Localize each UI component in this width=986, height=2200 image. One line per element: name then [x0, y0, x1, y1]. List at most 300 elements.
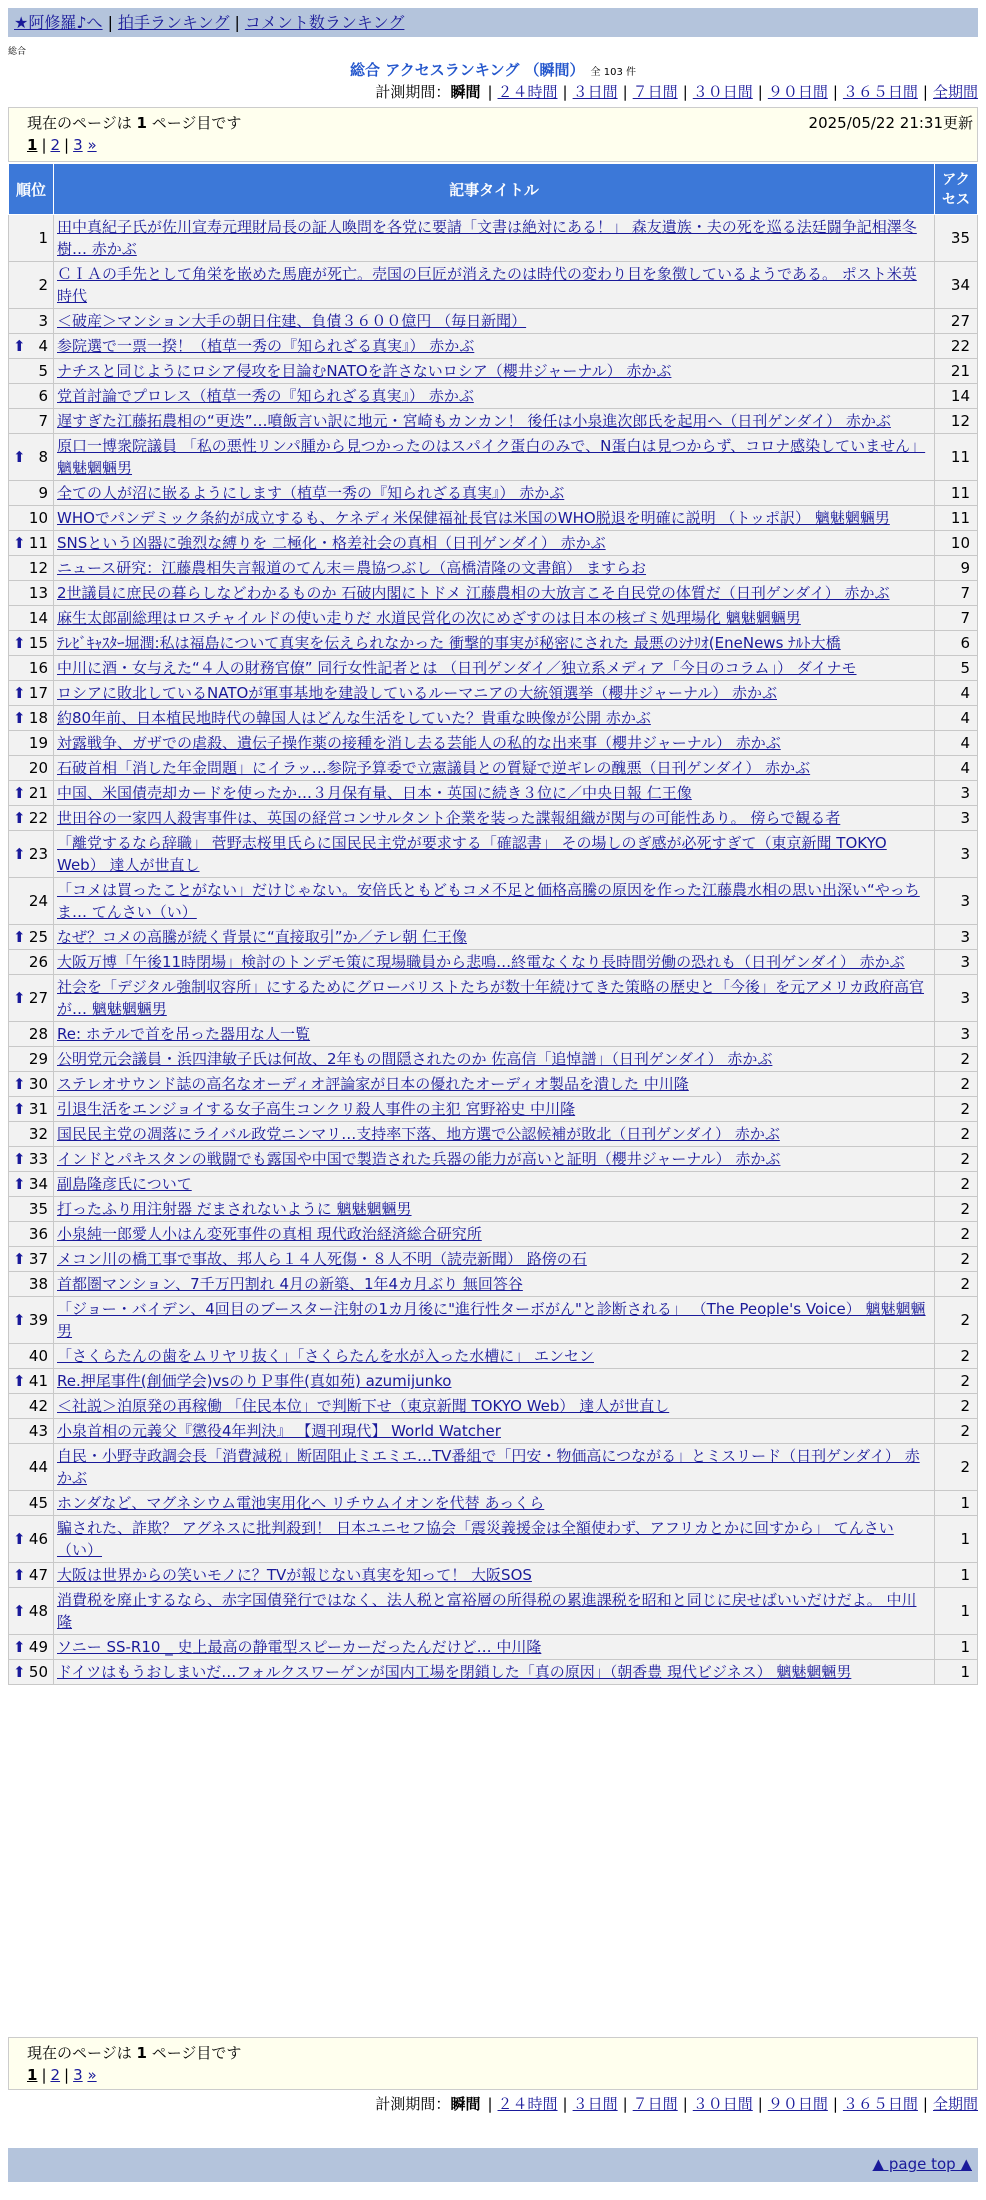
rank-cell — [9, 756, 54, 781]
current-page-pre: 現在のページは — [27, 2044, 132, 2062]
title-cell — [54, 731, 935, 756]
period-selector-bottom — [375, 2094, 978, 2114]
table-row — [9, 1022, 978, 1047]
article-title-link[interactable]: 党首討論でプロレス（植草一秀の『知られざる真実』） 赤かぶ — [57, 387, 474, 405]
article-title-link[interactable]: 2世議員に庶民の暮らしなどわかるものか 石破内閣にトドメ 江藤農相の大放言こそ自民党の体質だ（日刊ゲンダイ） 赤かぶ — [57, 584, 890, 602]
rank-up-arrow-icon: ⬆ — [13, 1372, 26, 1390]
access-count: 1 — [935, 1491, 978, 1516]
article-title-link[interactable]: インドとパキスタンの戦闘でも露国や中国で製造された兵器の能力が高いと証明（櫻井ジャーナル） 赤かぶ — [57, 1150, 781, 1168]
rank-number: 3 — [38, 312, 48, 330]
article-title-link[interactable]: SNSという凶器に強烈な縛りを 二極化・格差社会の真相（日刊ゲンダイ） 赤かぶ — [57, 534, 606, 552]
rank-number: 23 — [28, 845, 48, 863]
access-count: 2 — [935, 1197, 978, 1222]
access-count: 2 — [935, 1222, 978, 1247]
table-row — [9, 756, 978, 781]
rank-number: 16 — [28, 659, 48, 677]
article-title-link[interactable]: 世田谷の一家四人殺害事件は、英国の経営コンサルタント企業を装った諜報組織が関与の可能性あり。 傍らで観る者 — [57, 809, 841, 827]
period-link[interactable]: ３日間 — [572, 2095, 618, 2113]
table-header-row — [9, 164, 978, 215]
current-page-pre: 現在のページは — [27, 114, 132, 132]
rank-cell — [9, 581, 54, 606]
rank-cell — [9, 556, 54, 581]
period-link[interactable]: 全期間 — [932, 83, 978, 101]
access-count: 1 — [935, 1563, 978, 1588]
title-cell — [54, 581, 935, 606]
rank-cell — [9, 1444, 54, 1491]
access-count: 4 — [935, 681, 978, 706]
rank-number: 8 — [38, 448, 48, 466]
article-title-link[interactable]: 騙された、詐欺？ アグネスに批判殺到！ 日本ユニセフ協会「震災義援金は全額使わず、アフリカとかに回すから」 てんさい（い） — [57, 1519, 894, 1559]
access-count: 2 — [935, 1097, 978, 1122]
table-row — [9, 1394, 978, 1419]
rank-number: 21 — [28, 784, 48, 802]
article-title-link[interactable]: 打ったふり用注射器 だまされないように 魑魅魍魎男 — [57, 1200, 412, 1218]
rank-cell — [9, 1222, 54, 1247]
article-title-link[interactable]: 原口一博衆院議員 「私の悪性リンパ腫から見つかったのはスパイク蛋白のみで、N蛋白は見つからず、コロナ感染していません」 魑魅魍魎男 — [57, 437, 926, 477]
article-title-link[interactable]: ソニー SS-R10 _ 史上最高の静電型スピーカーだったんだけど… 中川隆 — [57, 1638, 542, 1656]
access-count: 1 — [935, 1635, 978, 1660]
article-title-link[interactable]: 参院選で一票一揆！（植草一秀の『知られざる真実』） 赤かぶ — [57, 337, 475, 355]
access-count: 21 — [935, 359, 978, 384]
access-count: 3 — [935, 925, 978, 950]
ranking-rows — [9, 215, 978, 1685]
table-row — [9, 656, 978, 681]
top-nav-bar — [8, 8, 978, 37]
article-title-link[interactable]: メコン川の橋工事で事故、邦人ら１４人死傷・８人不明（読売新聞） 路傍の石 — [57, 1250, 587, 1268]
article-title-link[interactable]: 「離党するなら辞職」 菅野志桜里氏らに国民民主党が要求する「確認書」 その場しのぎ感が必死すぎて（東京新聞 TOKYO Web） 達人が世直し — [57, 834, 887, 874]
access-count: 11 — [935, 481, 978, 506]
page-link[interactable]: 2 — [50, 2066, 61, 2084]
title-cell — [54, 262, 935, 309]
rank-number: 22 — [28, 809, 48, 827]
article-title-link[interactable]: 国民民主党の凋落にライバル政党ニンマリ…支持率下落、地方選で公認候補が敗北（日刊ゲンダイ） 赤かぶ — [57, 1125, 780, 1143]
rank-cell — [9, 806, 54, 831]
article-title-link[interactable]: 小泉首相の元義父『懲役4年判決』 【週刊現代】 World Watcher — [57, 1422, 501, 1440]
period-link[interactable]: ２４時間 — [497, 83, 558, 101]
title-cell — [54, 878, 935, 925]
separator: | — [64, 2066, 70, 2084]
access-count: 10 — [935, 531, 978, 556]
applause-ranking-link[interactable]: 拍手ランキング — [117, 13, 230, 32]
access-count: 22 — [935, 334, 978, 359]
access-count: 2 — [935, 1444, 978, 1491]
period-link[interactable]: ３６５日間 — [842, 2095, 918, 2113]
rank-number: 15 — [28, 634, 48, 652]
access-count: 3 — [935, 781, 978, 806]
title-cell — [54, 1344, 935, 1369]
rank-number: 33 — [28, 1150, 48, 1168]
title-cell — [54, 1419, 935, 1444]
next-page-link[interactable]: » — [87, 136, 97, 154]
separator: | — [757, 83, 763, 101]
separator: | — [682, 2095, 688, 2113]
access-count: 27 — [935, 309, 978, 334]
access-count: 34 — [935, 262, 978, 309]
access-count: 2 — [935, 1419, 978, 1444]
period-current: 瞬間 — [450, 83, 481, 101]
rank-number: 11 — [28, 534, 48, 552]
rank-up-arrow-icon: ⬆ — [13, 1602, 26, 1620]
rank-number: 25 — [28, 928, 48, 946]
access-count: 12 — [935, 409, 978, 434]
title-cell — [54, 706, 935, 731]
rank-cell — [9, 706, 54, 731]
rank-cell — [9, 531, 54, 556]
table-row — [9, 581, 978, 606]
table-row — [9, 606, 978, 631]
title-cell — [54, 1247, 935, 1272]
title-cell — [54, 1369, 935, 1394]
rank-cell — [9, 631, 54, 656]
article-title-link[interactable]: 「さくらたんの歯をムリヤリ抜く」「さくらたんを水が入った水槽に」 エンセン — [57, 1347, 594, 1365]
article-title-link[interactable]: なぜ？コメの高騰が続く背景に“直接取引”か／テレ朝 仁王像 — [57, 928, 468, 946]
table-row — [9, 925, 978, 950]
footer-bar — [8, 2148, 978, 2182]
access-header: アクセス — [935, 164, 978, 215]
table-row — [9, 1297, 978, 1344]
separator: | — [622, 2095, 628, 2113]
title-cell — [54, 334, 935, 359]
article-title-link[interactable]: 「ジョー・バイデン、4回目のブースター注射の1カ月後に"進行性ターボがん"と診断される」 （The People's Voice） 魑魅魍魎男 — [57, 1300, 926, 1340]
table-row — [9, 1272, 978, 1297]
separator: | — [832, 2095, 838, 2113]
rank-number: 29 — [28, 1050, 48, 1068]
article-title-link[interactable]: ＣＩＡの手先として角栄を嵌めた馬鹿が死亡。売国の巨匠が消えたのは時代の変わり目を象徴しているようである。 ポスト米英時代 — [57, 265, 917, 305]
rank-number: 24 — [28, 892, 48, 910]
home-link[interactable]: ★阿修羅♪へ — [14, 13, 103, 32]
title-cell — [54, 1047, 935, 1072]
rank-number: 36 — [28, 1225, 48, 1243]
title-cell — [54, 1222, 935, 1247]
article-title-link[interactable]: 引退生活をエンジョイする女子高生コンクリ殺人事件の主犯 宮野裕史 中川隆 — [57, 1100, 576, 1118]
rank-cell — [9, 1516, 54, 1563]
period-current: 瞬間 — [450, 2095, 481, 2113]
title-cell — [54, 1444, 935, 1491]
article-title-link[interactable]: 全ての人が沼に嵌るようにします（植草一秀の『知られざる真実』） 赤かぶ — [57, 484, 565, 502]
rank-number: 45 — [28, 1494, 48, 1512]
rank-cell — [9, 334, 54, 359]
article-title-link[interactable]: ナチスと同じようにロシア侵攻を目論むNATOを許さないロシア（櫻井ジャーナル） 赤かぶ — [57, 362, 672, 380]
table-row — [9, 806, 978, 831]
rank-up-arrow-icon: ⬆ — [13, 989, 26, 1007]
title-cell — [54, 806, 935, 831]
article-title-link[interactable]: 小泉純一郎愛人小はん変死事件の真相 現代政治経済総合研究所 — [57, 1225, 482, 1243]
current-page-post: ページ目です — [151, 2044, 242, 2062]
title-cell — [54, 1635, 935, 1660]
rank-cell — [9, 1247, 54, 1272]
item-count: 全 103 件 — [590, 67, 636, 78]
pager-bottom — [8, 2037, 978, 2090]
article-title-link[interactable]: 田中真紀子氏が佐川宣寿元理財局長の証人喚問を各党に要請「文書は絶対にある！」 森友遺族・夫の死を巡る法廷闘争記相澤冬樹… 赤かぶ — [57, 218, 917, 258]
period-link[interactable]: ９０日間 — [767, 2095, 828, 2113]
table-row — [9, 1588, 978, 1635]
article-title-link[interactable]: 公明党元会議員・浜四津敏子氏は何故、2年もの間隠されたのか 佐高信「追悼譜」（日刊ゲンダイ） 赤かぶ — [57, 1050, 773, 1068]
separator: | — [487, 83, 493, 101]
table-row — [9, 506, 978, 531]
article-title-link[interactable]: ロシアに敗北しているNATOが軍事基地を建設しているルーマニアの大統領選挙（櫻井ジャーナル） 赤かぶ — [57, 684, 778, 702]
rank-number: 2 — [38, 276, 48, 294]
rank-cell — [9, 878, 54, 925]
table-row — [9, 1147, 978, 1172]
period-link[interactable]: 全期間 — [932, 2095, 978, 2113]
article-title-link[interactable]: 副島隆彦氏について — [57, 1175, 192, 1193]
period-link[interactable]: ７日間 — [632, 2095, 678, 2113]
rank-up-arrow-icon: ⬆ — [13, 1530, 26, 1548]
rank-number: 49 — [28, 1638, 48, 1656]
article-title-link[interactable]: WHOでパンデミック条約が成立するも、ケネディ米保健福祉長官は米国のWHO脱退を明確に説明 （トッポ訳） 魑魅魍魎男 — [57, 509, 890, 527]
period-link[interactable]: ２４時間 — [497, 2095, 558, 2113]
rank-up-arrow-icon: ⬆ — [13, 1100, 26, 1118]
table-row — [9, 681, 978, 706]
rank-up-arrow-icon: ⬆ — [13, 1311, 26, 1329]
article-title-link[interactable]: 消費税を廃止するなら、赤字国債発行ではなく、法人税と富裕層の所得税の累進課税を昭和と同じに戻せばいいだけだよ。 中川隆 — [57, 1591, 917, 1631]
title-cell — [54, 1660, 935, 1685]
rank-up-arrow-icon: ⬆ — [13, 1175, 26, 1193]
rank-number: 41 — [28, 1372, 48, 1390]
rank-number: 37 — [28, 1250, 48, 1268]
rank-number: 5 — [38, 362, 48, 380]
page-link[interactable]: 3 — [73, 2066, 83, 2084]
article-title-link[interactable]: 大阪万博「午後11時閉場」検討のトンデモ策に現場職員から悲鳴…終電なくなり長時間労働の恐れも（日刊ゲンダイ） 赤かぶ — [57, 953, 905, 971]
period-link[interactable]: ７日間 — [632, 83, 678, 101]
article-title-link[interactable]: 自民・小野寺政調会長「消費減税」断固阻止ミエミエ…TV番組で「円安・物価高につながる」とミスリード（日刊ゲンダイ） 赤かぶ — [57, 1447, 920, 1487]
rank-cell — [9, 384, 54, 409]
rank-up-arrow-icon: ⬆ — [13, 337, 26, 355]
article-title-link[interactable]: 対露戦争、ガザでの虐殺、遺伝子操作薬の接種を消し去る芸能人の私的な出来事（櫻井ジャーナル） 赤かぶ — [57, 734, 781, 752]
access-count: 2 — [935, 1344, 978, 1369]
rank-number: 48 — [28, 1602, 48, 1620]
page-link[interactable]: 3 — [73, 136, 83, 154]
rank-cell — [9, 1491, 54, 1516]
rank-cell — [9, 1097, 54, 1122]
rank-cell — [9, 1197, 54, 1222]
rank-cell — [9, 781, 54, 806]
article-title-link[interactable]: ＜社説＞泊原発の再稼働 「住民本位」で判断下せ（東京新聞 TOKYO Web） 達人が世直し — [57, 1397, 670, 1415]
title-cell — [54, 309, 935, 334]
title-cell — [54, 1022, 935, 1047]
ranking-table — [8, 163, 978, 1685]
rank-number: 17 — [28, 684, 48, 702]
article-title-link[interactable]: ドイツはもうおしまいだ…フォルクスワーゲンが国内工場を閉鎖した「真の原因」（朝香豊 現代ビジネス） 魑魅魍魎男 — [57, 1663, 852, 1681]
page-top-link[interactable]: ▲ page top ▲ — [872, 2155, 972, 2173]
page-link[interactable]: 2 — [50, 136, 61, 154]
article-title-link[interactable]: 大阪は世界からの笑いモノに？TVが報じない真実を知って！ 大阪SOS — [57, 1566, 532, 1584]
current-page-text — [27, 2042, 241, 2063]
access-count: 2 — [935, 1369, 978, 1394]
rank-number: 40 — [28, 1347, 48, 1365]
access-count: 2 — [935, 1247, 978, 1272]
table-row — [9, 1344, 978, 1369]
rank-number: 12 — [28, 559, 48, 577]
title-cell — [54, 756, 935, 781]
rank-cell — [9, 1297, 54, 1344]
title-cell — [54, 1516, 935, 1563]
separator: | — [107, 13, 113, 32]
rank-cell — [9, 1022, 54, 1047]
period-link[interactable]: ３０日間 — [692, 2095, 753, 2113]
table-row — [9, 1097, 978, 1122]
table-row — [9, 1197, 978, 1222]
article-title-link[interactable]: 麻生太郎副総理はロスチャイルドの使い走りだ 水道民営化の次にめざすのは日本の核ゴミ処理場化 魑魅魍魎男 — [57, 609, 801, 627]
rank-up-arrow-icon: ⬆ — [13, 1075, 26, 1093]
rank-cell — [9, 481, 54, 506]
rank-number: 35 — [28, 1200, 48, 1218]
title-cell — [54, 409, 935, 434]
period-label: 計測期間： — [375, 83, 451, 101]
period-link[interactable]: ９０日間 — [767, 83, 828, 101]
article-title-link[interactable]: 首都圏マンション、7千万円割れ 4月の新築、1年4カ月ぶり 無回答谷 — [57, 1275, 523, 1293]
title-cell — [54, 1197, 935, 1222]
table-row — [9, 1047, 978, 1072]
title-cell — [54, 1588, 935, 1635]
table-row — [9, 359, 978, 384]
rank-number: 9 — [38, 484, 48, 502]
access-count: 4 — [935, 756, 978, 781]
current-page-number: 1 — [136, 2044, 147, 2062]
rank-up-arrow-icon: ⬆ — [13, 1150, 26, 1168]
article-title-link[interactable]: 中国、米国債売却カードを使ったか…３月保有量、日本・英国に続き３位に／中央日報 仁王像 — [57, 784, 692, 802]
access-count: 35 — [935, 215, 978, 262]
table-row — [9, 1635, 978, 1660]
rank-cell — [9, 262, 54, 309]
article-title-link[interactable]: ニュース研究：江藤農相失言報道のてん末＝農協つぶし（高橋清隆の文書館） ますらお — [57, 559, 647, 577]
comment-ranking-link[interactable]: コメント数ランキング — [244, 13, 405, 32]
table-row — [9, 409, 978, 434]
rank-cell — [9, 1635, 54, 1660]
access-count: 2 — [935, 1172, 978, 1197]
access-count: 3 — [935, 878, 978, 925]
article-title-link[interactable]: 約80年前、日本植民地時代の韓国人はどんな生活をしていた？貴重な映像が公開 赤かぶ — [57, 709, 651, 727]
table-row — [9, 950, 978, 975]
access-count: 3 — [935, 1022, 978, 1047]
table-row — [9, 831, 978, 878]
table-row — [9, 1247, 978, 1272]
table-row — [9, 1660, 978, 1685]
access-count: 2 — [935, 1147, 978, 1172]
article-title-link[interactable]: 石破首相「消した年金問題」にイラッ…参院予算委で立憲議員との質疑で逆ギレの醜悪（日刊ゲンダイ） 赤かぶ — [57, 759, 811, 777]
table-row — [9, 1122, 978, 1147]
rank-number: 31 — [28, 1100, 48, 1118]
access-count: 3 — [935, 806, 978, 831]
page-nav — [27, 2066, 97, 2084]
rank-cell — [9, 1122, 54, 1147]
article-title-link[interactable]: Re: ホテルで首を吊った器用な人一覧 — [57, 1025, 311, 1043]
title-cell — [54, 831, 935, 878]
page-title: 総合 アクセスランキング （瞬間） — [350, 61, 585, 79]
title-cell — [54, 925, 935, 950]
rank-number: 14 — [28, 609, 48, 627]
article-title-link[interactable]: ＜破産＞マンション大手の朝日住建、負債３６００億円 （毎日新聞） — [57, 312, 527, 330]
rank-cell — [9, 1272, 54, 1297]
table-row — [9, 334, 978, 359]
rank-number: 26 — [28, 953, 48, 971]
rank-cell — [9, 1344, 54, 1369]
access-count: 3 — [935, 950, 978, 975]
separator: | — [562, 2095, 568, 2113]
access-count: 7 — [935, 606, 978, 631]
rank-up-arrow-icon: ⬆ — [13, 634, 26, 652]
access-count: 2 — [935, 1047, 978, 1072]
title-cell — [54, 606, 935, 631]
rank-number: 32 — [28, 1125, 48, 1143]
rank-number: 27 — [28, 989, 48, 1007]
article-title-link[interactable]: 中川に酒・女与えた“４人の財務官僚” 同行女性記者とは （日刊ゲンダイ／独立系メディア「今日のコラム」） ダイナモ — [57, 659, 857, 677]
rank-up-arrow-icon: ⬆ — [13, 845, 26, 863]
title-cell — [54, 1097, 935, 1122]
article-title-link[interactable]: 遅すぎた江藤拓農相の“更迭”…噴飯言い訳に地元・宮崎もカンカン！ 後任は小泉進次郎氏を起用へ（日刊ゲンダイ） 赤かぶ — [57, 412, 891, 430]
table-row — [9, 556, 978, 581]
access-count: 6 — [935, 631, 978, 656]
rank-number: 20 — [28, 759, 48, 777]
table-row — [9, 215, 978, 262]
title-cell — [54, 656, 935, 681]
rank-cell — [9, 656, 54, 681]
title-cell — [54, 556, 935, 581]
access-count: 1 — [935, 1588, 978, 1635]
page-link[interactable]: 1 — [27, 136, 38, 154]
article-title-link[interactable]: 「コメは買ったことがない」だけじゃない。安倍氏ともどもコメ不足と価格高騰の原因を作った江藤農水相の思い出深い“やっちま… てんさい（い） — [57, 881, 920, 921]
rank-up-arrow-icon: ⬆ — [13, 1638, 26, 1656]
rank-number: 6 — [38, 387, 48, 405]
access-count: 2 — [935, 1272, 978, 1297]
period-selector-top — [375, 82, 978, 102]
title-cell — [54, 359, 935, 384]
access-count: 2 — [935, 1122, 978, 1147]
title-cell — [54, 1147, 935, 1172]
rank-number: 4 — [38, 337, 48, 355]
title-cell — [54, 1072, 935, 1097]
table-row — [9, 1444, 978, 1491]
rank-up-arrow-icon: ⬆ — [13, 809, 26, 827]
rank-cell — [9, 1047, 54, 1072]
rank-number: 10 — [28, 509, 48, 527]
access-count: 11 — [935, 434, 978, 481]
period-link[interactable]: ３日間 — [572, 83, 618, 101]
article-title-link[interactable]: ステレオサウンド誌の高名なオーディオ評論家が日本の優れたオーディオ製品を潰した 中川隆 — [57, 1075, 689, 1093]
page-link[interactable]: 1 — [27, 2066, 38, 2084]
access-count: 5 — [935, 656, 978, 681]
title-cell — [54, 215, 935, 262]
title-cell — [54, 434, 935, 481]
title-cell — [54, 631, 935, 656]
current-page-post: ページ目です — [151, 114, 242, 132]
article-title-link[interactable]: ホンダなど、マグネシウム電池実用化へ リチウムイオンを代替 あっくら — [57, 1494, 545, 1512]
next-page-link[interactable]: » — [87, 2066, 97, 2084]
table-row — [9, 1072, 978, 1097]
article-title-link[interactable]: ﾃﾚﾋﾞｷｬｽﾀｰ堀潤:私は福島について真実を伝えられなかった 衝撃的事実が秘密にされた 最悪のｼﾅﾘｵ(EneNews ﾅﾙﾄ大橋 — [57, 634, 841, 652]
rank-cell — [9, 359, 54, 384]
rank-cell — [9, 1369, 54, 1394]
rank-up-arrow-icon: ⬆ — [13, 448, 26, 466]
current-page-text — [27, 112, 241, 133]
table-row — [9, 1491, 978, 1516]
pager-top — [8, 107, 978, 162]
rank-cell — [9, 1394, 54, 1419]
period-link[interactable]: ３０日間 — [692, 83, 753, 101]
title-cell — [54, 1272, 935, 1297]
rank-up-arrow-icon: ⬆ — [13, 684, 26, 702]
rank-number: 18 — [28, 709, 48, 727]
article-title-link[interactable]: 社会を「デジタル強制収容所」にするためにグローバリストたちが数十年続けてきた策略の歴史と「今後」を元アメリカ政府高官が… 魑魅魍魎男 — [57, 978, 925, 1018]
access-count: 14 — [935, 384, 978, 409]
table-row — [9, 1222, 978, 1247]
access-count: 3 — [935, 975, 978, 1022]
rank-number: 42 — [28, 1397, 48, 1415]
period-link[interactable]: ３６５日間 — [842, 83, 918, 101]
article-title-link[interactable]: Re.押尾事件(創価学会)vsのりＰ事件(真如苑) azumijunko — [57, 1372, 452, 1390]
rank-cell — [9, 309, 54, 334]
rank-cell — [9, 409, 54, 434]
